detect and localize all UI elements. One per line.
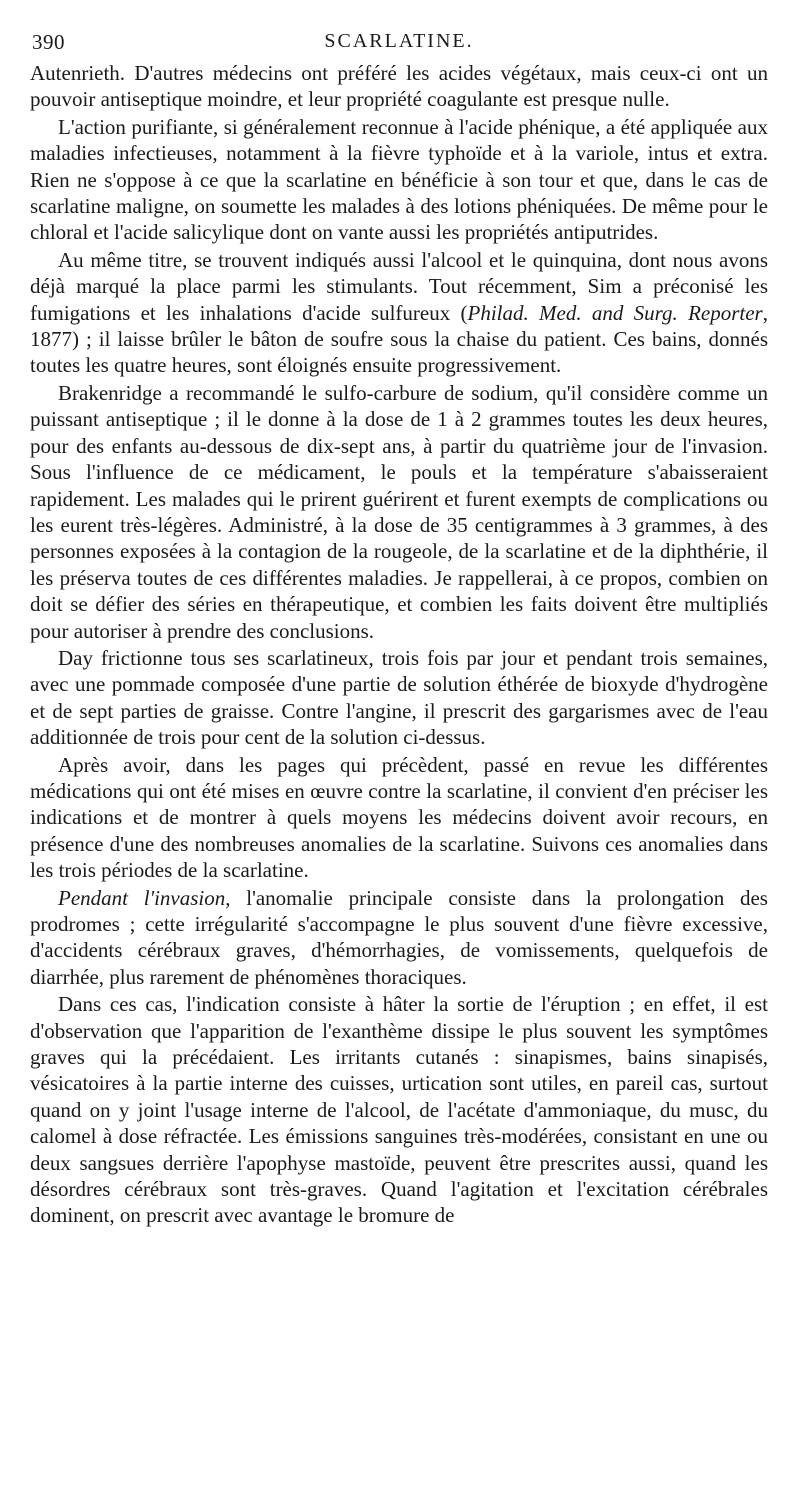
section-lead-italic: Pendant l'invasion [58,885,226,910]
paragraph-text: , l'anomalie principale consiste dans la prolongation des prodromes ; cette irrégularité s'accompagne le plus souvent d'une fièvre excessive, d'accidents cérébraux graves, d'hémorrhagies, de vomissements, quelquefois de diarrhée, plus rarement de phénomènes thoraciques. [30,885,768,989]
page-number: 390 [32,30,65,54]
citation-title: Philad. Med. and Surg. Reporter [467,300,763,325]
paragraph-text: Au même titre, se trouvent indiqués aussi l'alcool et le quinquina, dont nous avons déjà marqué la place parmi les stimulants. Tout récemment, Sim a préconisé les fumigations et les inhalations d'acide sulfureux ( [30,247,768,325]
paragraph-text: , 1877) ; il laisse brûler le bâton de soufre sous la chaise du patient. Ces bains, donnés toutes les quatre heures, sont éloignés ensuite progressivement. [30,300,768,378]
running-title: SCARLATINE. [324,30,474,52]
book-page [30,30,768,1229]
paragraph: L'action purifiante, si généralement reconnue à l'acide phénique, a été appliquée aux maladies infectieuses, notamment à la fièvre typhoïde et à la variole, intus et extra. Rien ne s'oppose à ce que la scarlatine en bénéficie à son tour et que, dans le cas de scarlatine maligne, on soumette les malades à des lotions phéniquées. De même pour le chloral et l'acide salicylique dont on vante aussi les propriétés antiputrides. [30,114,768,245]
paragraph [30,247,768,379]
paragraph: Brakenridge a recommandé le sulfo-carbure de sodium, qu'il considère comme un puissant antiseptique ; il le donne à la dose de 1 à 2 grammes toutes les deux heures, pour des enfants au-dessous de dix-sept ans, à partir du quatrième jour de l'invasion. Sous l'influence de ce médicament, le pouls et la température s'abaisseraient rapidement. Les malades qui le prirent guérirent et furent exempts de complications ou les eurent très-légères. Administré, à la dose de 35 centigrammes à 3 grammes, à des personnes exposées à la contagion de la rougeole, de la scarlatine et de la diphthérie, il les préserva toutes de ces différentes maladies. Je rappellerai, à ce propos, combien on doit se défier des séries en thérapeutique, et combien les faits doivent être multipliés pour autoriser à prendre des conclusions. [30,380,768,643]
paragraph: Après avoir, dans les pages qui précèdent, passé en revue les différentes médications qui ont été mises en œuvre contre la scarlatine, il convient d'en préciser les indications et de montrer à quels moyens les médecins doivent avoir recours, en présence d'une des nombreuses anomalies de la scarlatine. Suivons ces anomalies dans les trois périodes de la scarlatine. [30,752,768,883]
page-header [30,30,768,56]
paragraph [30,885,768,991]
paragraph: Dans ces cas, l'indication consiste à hâter la sortie de l'éruption ; en effet, il est d'observation que l'apparition de l'exanthème dissipe le plus souvent les symptômes graves qui la précédaient. Les irritants cutanés : sinapismes, bains sinapisés, vésicatoires à la partie interne des cuisses, urtication sont utiles, en pareil cas, surtout quand on y joint l'usage interne de l'alcool, de l'acétate d'ammoniaque, du musc, du calomel à dose réfractée. Les émissions sanguines très-modérées, consistant en une ou deux sangsues derrière l'apophyse mastoïde, peuvent être prescrites aussi, quand les désordres cérébraux sont très-graves. Quand l'agitation et l'excitation cérébrales dominent, on prescrit avec avantage le bromure de [30,992,768,1228]
paragraph: Day frictionne tous ses scarlatineux, trois fois par jour et pendant trois semaines, avec une pommade composée d'une partie de solution éthérée de bioxyde d'hydrogène et de sept parties de graisse. Contre l'angine, il prescrit des gargarismes avec de l'eau additionnée de trois pour cent de la solution ci-dessus. [30,645,768,750]
body-text [30,60,768,1229]
paragraph: Autenrieth. D'autres médecins ont préféré les acides végétaux, mais ceux-ci ont un pouvoir antiseptique moindre, et leur propriété coagulante est presque nulle. [30,61,768,112]
